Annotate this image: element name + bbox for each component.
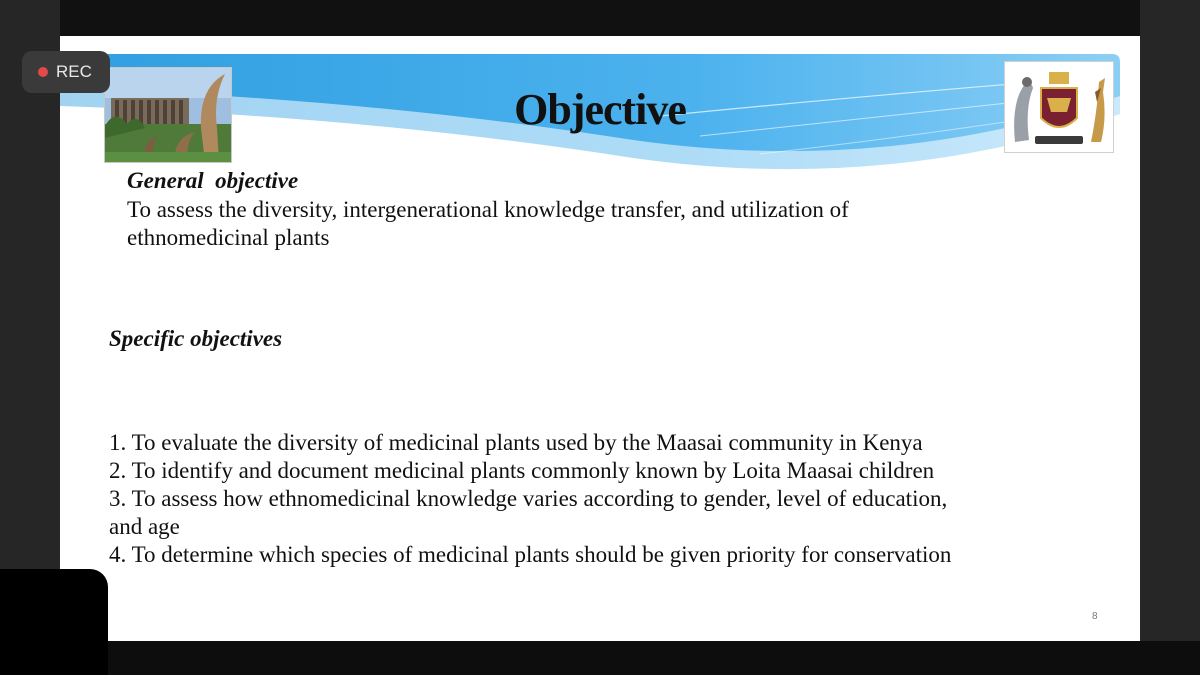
- slide-title: Objective: [514, 85, 686, 134]
- list-item: and age: [109, 514, 180, 539]
- self-view-tile[interactable]: [0, 569, 108, 675]
- list-item: 2. To identify and document medicinal plants commonly known by Loita Maasai children: [109, 458, 935, 483]
- general-objective-line: ethnomedicinal plants: [127, 225, 330, 250]
- bottom-bar: [0, 641, 1200, 675]
- general-objective-text: [127, 196, 987, 252]
- list-item: 3. To assess how ethnomedicinal knowledge varies according to gender, level of education,: [109, 486, 948, 511]
- recording-indicator: [22, 51, 110, 93]
- top-bar: [60, 0, 1140, 36]
- recording-label: REC: [56, 62, 92, 81]
- right-video-panel: [1140, 0, 1200, 675]
- record-dot-icon: [38, 67, 48, 77]
- university-crest: [1004, 61, 1114, 153]
- slide-page-number: 8: [1092, 611, 1098, 622]
- specific-objectives-list: [109, 429, 1089, 569]
- shared-slide: [60, 36, 1140, 641]
- specific-objectives-heading: Specific objectives: [109, 326, 283, 351]
- list-item: 4. To determine which species of medicinal plants should be given priority for conservation: [109, 542, 952, 567]
- campus-sculpture-photo: [104, 67, 232, 163]
- general-objective-heading: General objective: [127, 168, 299, 193]
- list-item: 1. To evaluate the diversity of medicinal plants used by the Maasai community in Kenya: [109, 430, 923, 455]
- general-objective-line: To assess the diversity, intergenerational knowledge transfer, and utilization of: [127, 197, 849, 222]
